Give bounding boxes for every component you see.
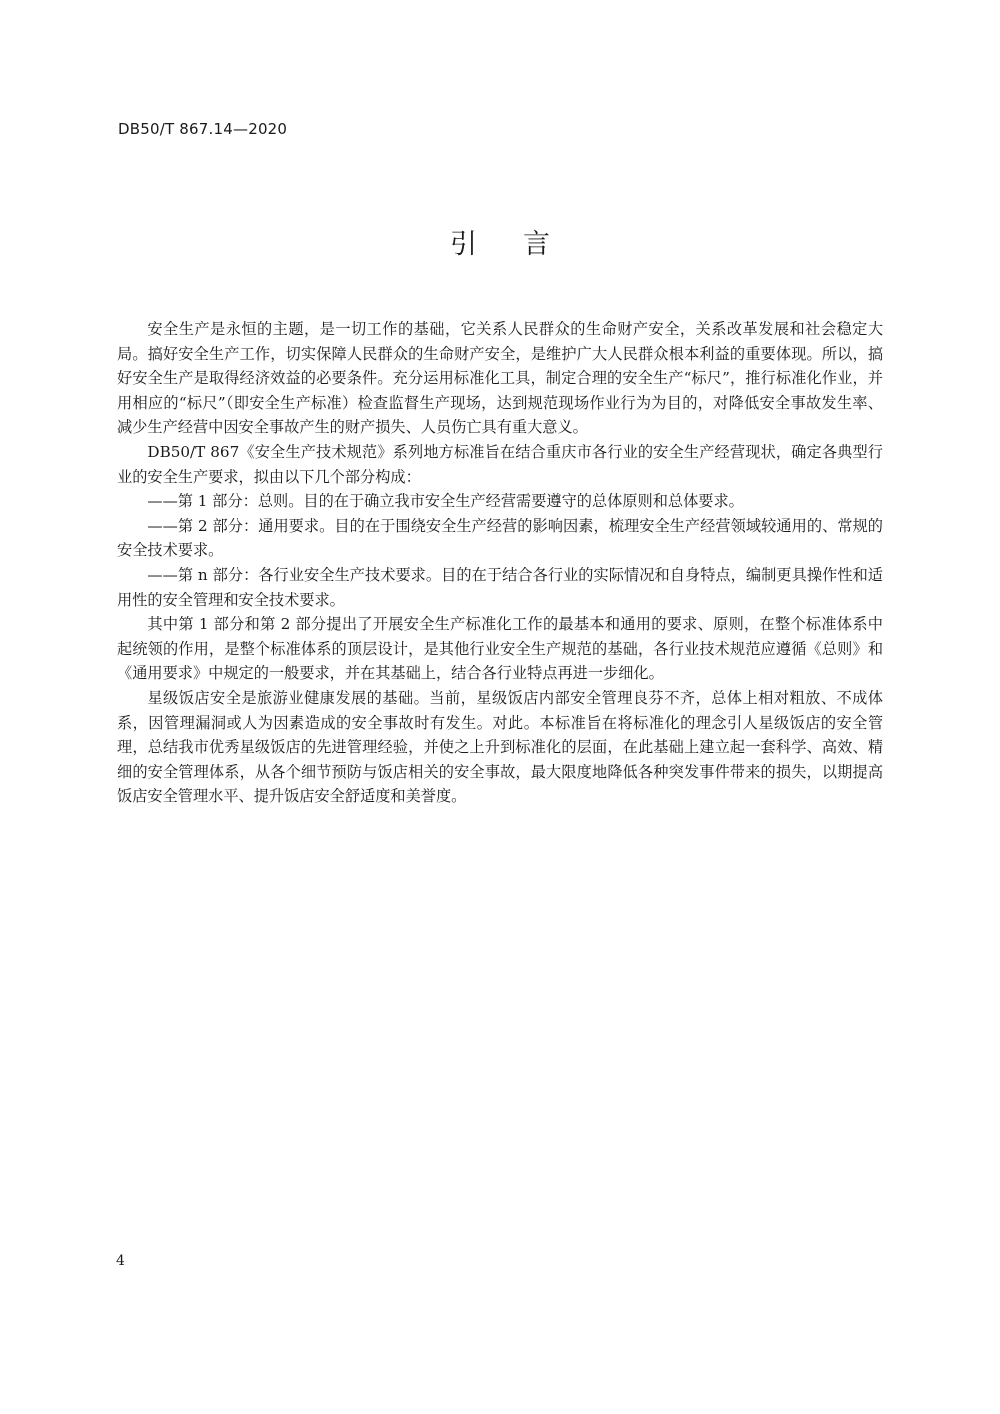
body-text: [117, 317, 883, 809]
list-item-part-2: ——第 2 部分：通用要求。目的在于围绕安全生产经营的影响因素，梳理安全生产经营领域较通用的、常规的安全技术要求。: [117, 516, 883, 560]
paragraph-framework: 其中第 1 部分和第 2 部分提出了开展安全生产标准化工作的最基本和通用的要求、原则，在整个标准体系中起统领的作用，是整个标准体系的顶层设计，是其他行业安全生产规范的基础，各行业技术规范应遵循《总则》和《通用要求》中规定的一般要求，并在其基础上，结合各行业特点再进一步细化。: [117, 615, 883, 683]
page-number: 4: [116, 1253, 125, 1269]
paragraph-series: DB50/T 867《安全生产技术规范》系列地方标准旨在结合重庆市各行业的安全生产经营现状，确定各典型行业的安全生产要求，拟由以下几个部分构成：: [117, 442, 883, 486]
list-item-part-n: ——第 n 部分：各行业安全生产技术要求。目的在于结合各行业的实际情况和自身特点，编制更具操作性和适用性的安全管理和安全技术要求。: [117, 565, 883, 609]
paragraph-hotel-safety: 星级饭店安全是旅游业健康发展的基础。当前，星级饭店内部安全管理良芬不齐，总体上相对粗放、不成体系，因管理漏洞或人为因素造成的安全事故时有发生。对此。本标准旨在将标准化的理念引人星级饭店的安全管理，总结我市优秀星级饭店的先进管理经验，并使之上升到标准化的层面，在此基础上建立起一套科学、高效、精细的安全管理体系，从各个细节预防与饭店相关的安全事故，最大限度地降低各种突发事件带来的损失，以期提高饭店安全管理水平、提升饭店安全舒适度和美誉度。: [117, 688, 883, 806]
document-code: DB50/T 867.14—2020: [118, 120, 288, 138]
paragraph-intro: 安全生产是永恒的主题，是一切工作的基础，它关系人民群众的生命财产安全，关系改革发展和社会稳定大局。搞好安全生产工作，切实保障人民群众的生命财产安全，是维护广大人民群众根本利益的重要体现。所以，搞好安全生产是取得经济效益的必要条件。充分运用标准化工具，制定合理的安全生产“标尺”，推行标准化作业，并用相应的“标尺”（即安全生产标准）检查监督生产现场，达到规范现场作业行为为目的，对降低安全事故发生率、减少生产经营中因安全事故产生的财产损失、人员伤亡具有重大意义。: [117, 320, 883, 437]
section-title: 引言: [450, 229, 596, 260]
list-item-part-1: ——第 1 部分：总则。目的在于确立我市安全生产经营需要遵守的总体原则和总体要求。: [147, 492, 744, 511]
